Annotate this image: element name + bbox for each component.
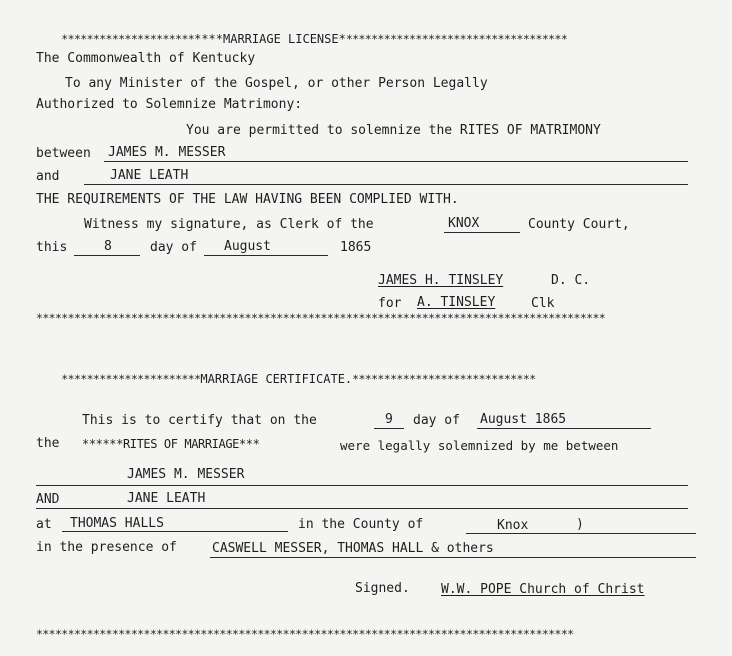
certificate-place: THOMAS HALLS — [70, 516, 164, 531]
certificate-the-label: the — [36, 436, 60, 451]
certificate-groom-line — [36, 485, 688, 486]
license-clerk-title: Clk — [531, 296, 555, 311]
license-day: 8 — [104, 239, 112, 254]
certificate-header-right: ***************************** — [352, 372, 536, 386]
license-bride-line — [84, 184, 688, 185]
license-address-line: To any Minister of the Gospel, or other Person Legally — [65, 76, 488, 91]
license-header-left: ********************* — [61, 32, 195, 46]
license-witness-prefix: Witness my signature, as Clerk of the — [84, 217, 374, 232]
certificate-certify-prefix: This is to certify that on the — [82, 413, 317, 428]
certificate-header-title: MARRIAGE CERTIFICATE. — [200, 372, 353, 386]
certificate-day-line — [374, 428, 404, 429]
certificate-presence-label: in the presence of — [36, 540, 177, 555]
certificate-county: Knox — [497, 518, 529, 533]
certificate-day-of-label: day of — [413, 413, 460, 428]
license-county: KNOX — [448, 216, 480, 231]
certificate-bride-line — [36, 508, 688, 509]
license-header-title: ****MARRIAGE LICENSE* — [194, 32, 346, 46]
license-between-label: between — [36, 146, 91, 161]
license-permission-line: You are permitted to solemnize the RITES OF MATRIMONY — [186, 123, 601, 138]
license-deputy-clerk: JAMES H. TINSLEY — [378, 273, 504, 288]
certificate-witnesses-line — [210, 557, 696, 558]
certificate-witnesses: CASWELL MESSER, THOMAS HALL & others — [212, 541, 494, 556]
license-deputy-title: D. C. — [551, 273, 591, 288]
certificate-county-line — [466, 533, 696, 534]
certificate-and-label: AND — [36, 492, 60, 507]
license-witness-suffix: County Court, — [528, 217, 630, 232]
certificate-date: August 1865 — [480, 412, 567, 427]
certificate-rites: ******RITES OF MARRIAGE*** — [82, 437, 260, 451]
certificate-header-left: ********************** — [61, 372, 201, 386]
certificate-place-line — [62, 531, 288, 532]
license-clerk: A. TINSLEY — [417, 295, 496, 310]
license-year: 1865 — [340, 240, 372, 255]
certificate-rites-suffix: were legally solemnized by me between — [340, 438, 619, 453]
license-day-of-label: day of — [150, 240, 197, 255]
license-divider: ****************************************************************************************** — [36, 311, 606, 325]
license-header-right: *********************************** — [345, 32, 568, 46]
license-month: August — [224, 239, 271, 254]
certificate-header — [36, 358, 700, 400]
certificate-county-label: in the County of — [298, 517, 424, 532]
certificate-county-paren: ) — [576, 517, 584, 532]
license-authorized-line: Authorized to Solemnize Matrimony: — [36, 97, 303, 112]
license-month-line — [204, 255, 328, 256]
license-bride-name: JANE LEATH — [110, 168, 189, 183]
certificate-day: 9 — [385, 412, 393, 427]
license-and-label: and — [36, 169, 60, 184]
certificate-date-line — [477, 428, 651, 429]
certificate-bride-name: JANE LEATH — [127, 491, 206, 506]
certificate-at-label: at — [36, 517, 52, 532]
license-day-line — [74, 255, 140, 256]
certificate-signed-label: Signed. — [355, 581, 410, 596]
license-this-label: this — [36, 240, 68, 255]
certificate-officiant: W.W. POPE Church of Christ — [441, 582, 645, 597]
certificate-footer: ************************************************************************************* — [36, 627, 574, 641]
certificate-groom-name: JAMES M. MESSER — [127, 467, 245, 482]
license-commonwealth: The Commonwealth of Kentucky — [36, 51, 256, 66]
license-requirements-line: THE REQUIREMENTS OF THE LAW HAVING BEEN COMPLIED WITH. — [36, 192, 459, 207]
license-for-label: for — [378, 296, 402, 311]
license-groom-name: JAMES M. MESSER — [108, 145, 226, 160]
license-groom-line — [104, 161, 688, 162]
license-county-line — [444, 232, 520, 233]
